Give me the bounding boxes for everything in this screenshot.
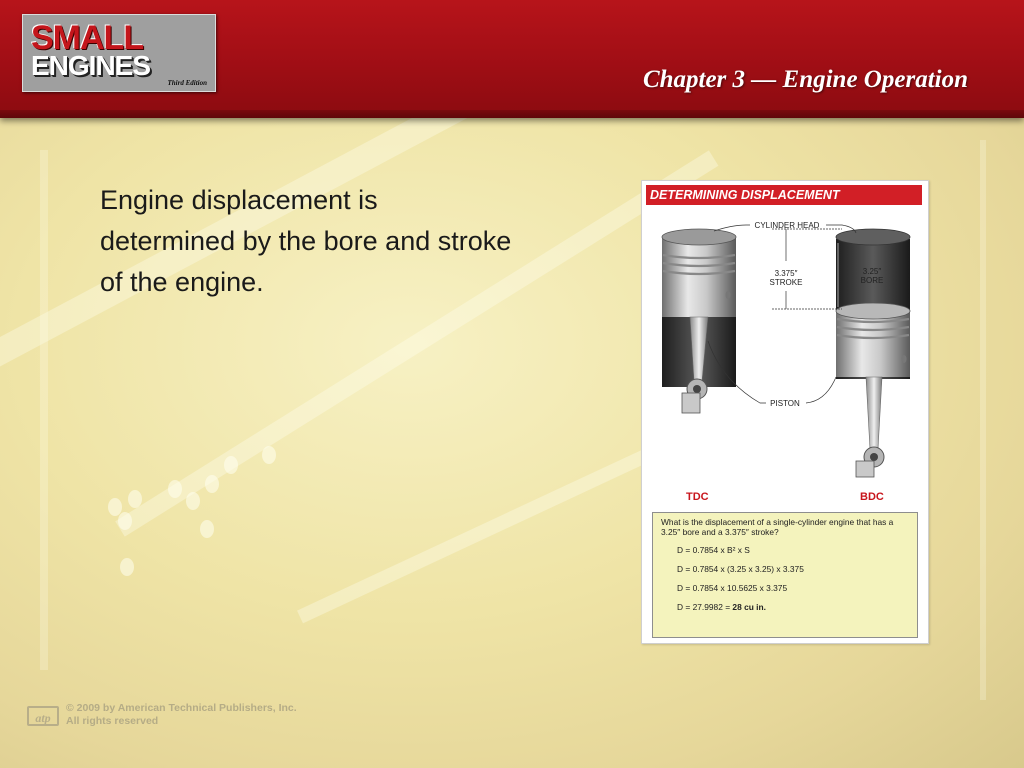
equation-4-prefix: D = 27.9982 = — [677, 602, 733, 612]
label-stroke: STROKE — [769, 278, 803, 287]
logo-line2: ENGINES — [31, 50, 151, 81]
label-piston: PISTON — [770, 399, 800, 408]
piston-illustration — [642, 181, 928, 511]
label-bdc: BDC — [860, 491, 884, 503]
copyright-notice — [66, 702, 297, 728]
copyright-line2: All rights reserved — [66, 715, 159, 727]
label-cylinder-head: CYLINDER HEAD — [754, 221, 820, 230]
logo-edition: Third Edition — [167, 79, 207, 87]
slide-body-text: Engine displacement is determined by the bore and stroke of the engine. — [100, 185, 512, 297]
label-bore-value: 3.25″ — [862, 267, 882, 276]
calculation-box — [652, 512, 918, 638]
equation-2: D = 0.7854 x (3.25 x 3.25) x 3.375 — [677, 564, 804, 574]
label-tdc: TDC — [686, 491, 709, 503]
equation-4-answer: 28 cu in. — [732, 602, 766, 612]
tdc-cylinder — [662, 229, 736, 413]
label-bore: BORE — [860, 276, 884, 285]
equation-1: D = 0.7854 x B² x S — [677, 545, 750, 555]
equation-3: D = 0.7854 x 10.5625 x 3.375 — [677, 583, 788, 593]
atp-publisher-logo: atp — [27, 706, 59, 726]
copyright-line1: © 2009 by American Technical Publishers, Inc. — [66, 702, 297, 714]
equation-4 — [677, 602, 909, 612]
title-banner — [0, 0, 1024, 118]
label-stroke-value: 3.375″ — [774, 269, 798, 278]
small-engines-logo — [22, 14, 216, 92]
displacement-figure — [641, 180, 929, 644]
chapter-title: Chapter 3 — Engine Operation — [642, 66, 968, 93]
calculation-question: What is the displacement of a single-cylinder engine that has a 3.25″ bore and a 3.375″ stroke? — [661, 517, 894, 537]
logo-line1: SMALL — [31, 19, 144, 57]
figure-title: DETERMINING DISPLACEMENT — [646, 185, 922, 205]
